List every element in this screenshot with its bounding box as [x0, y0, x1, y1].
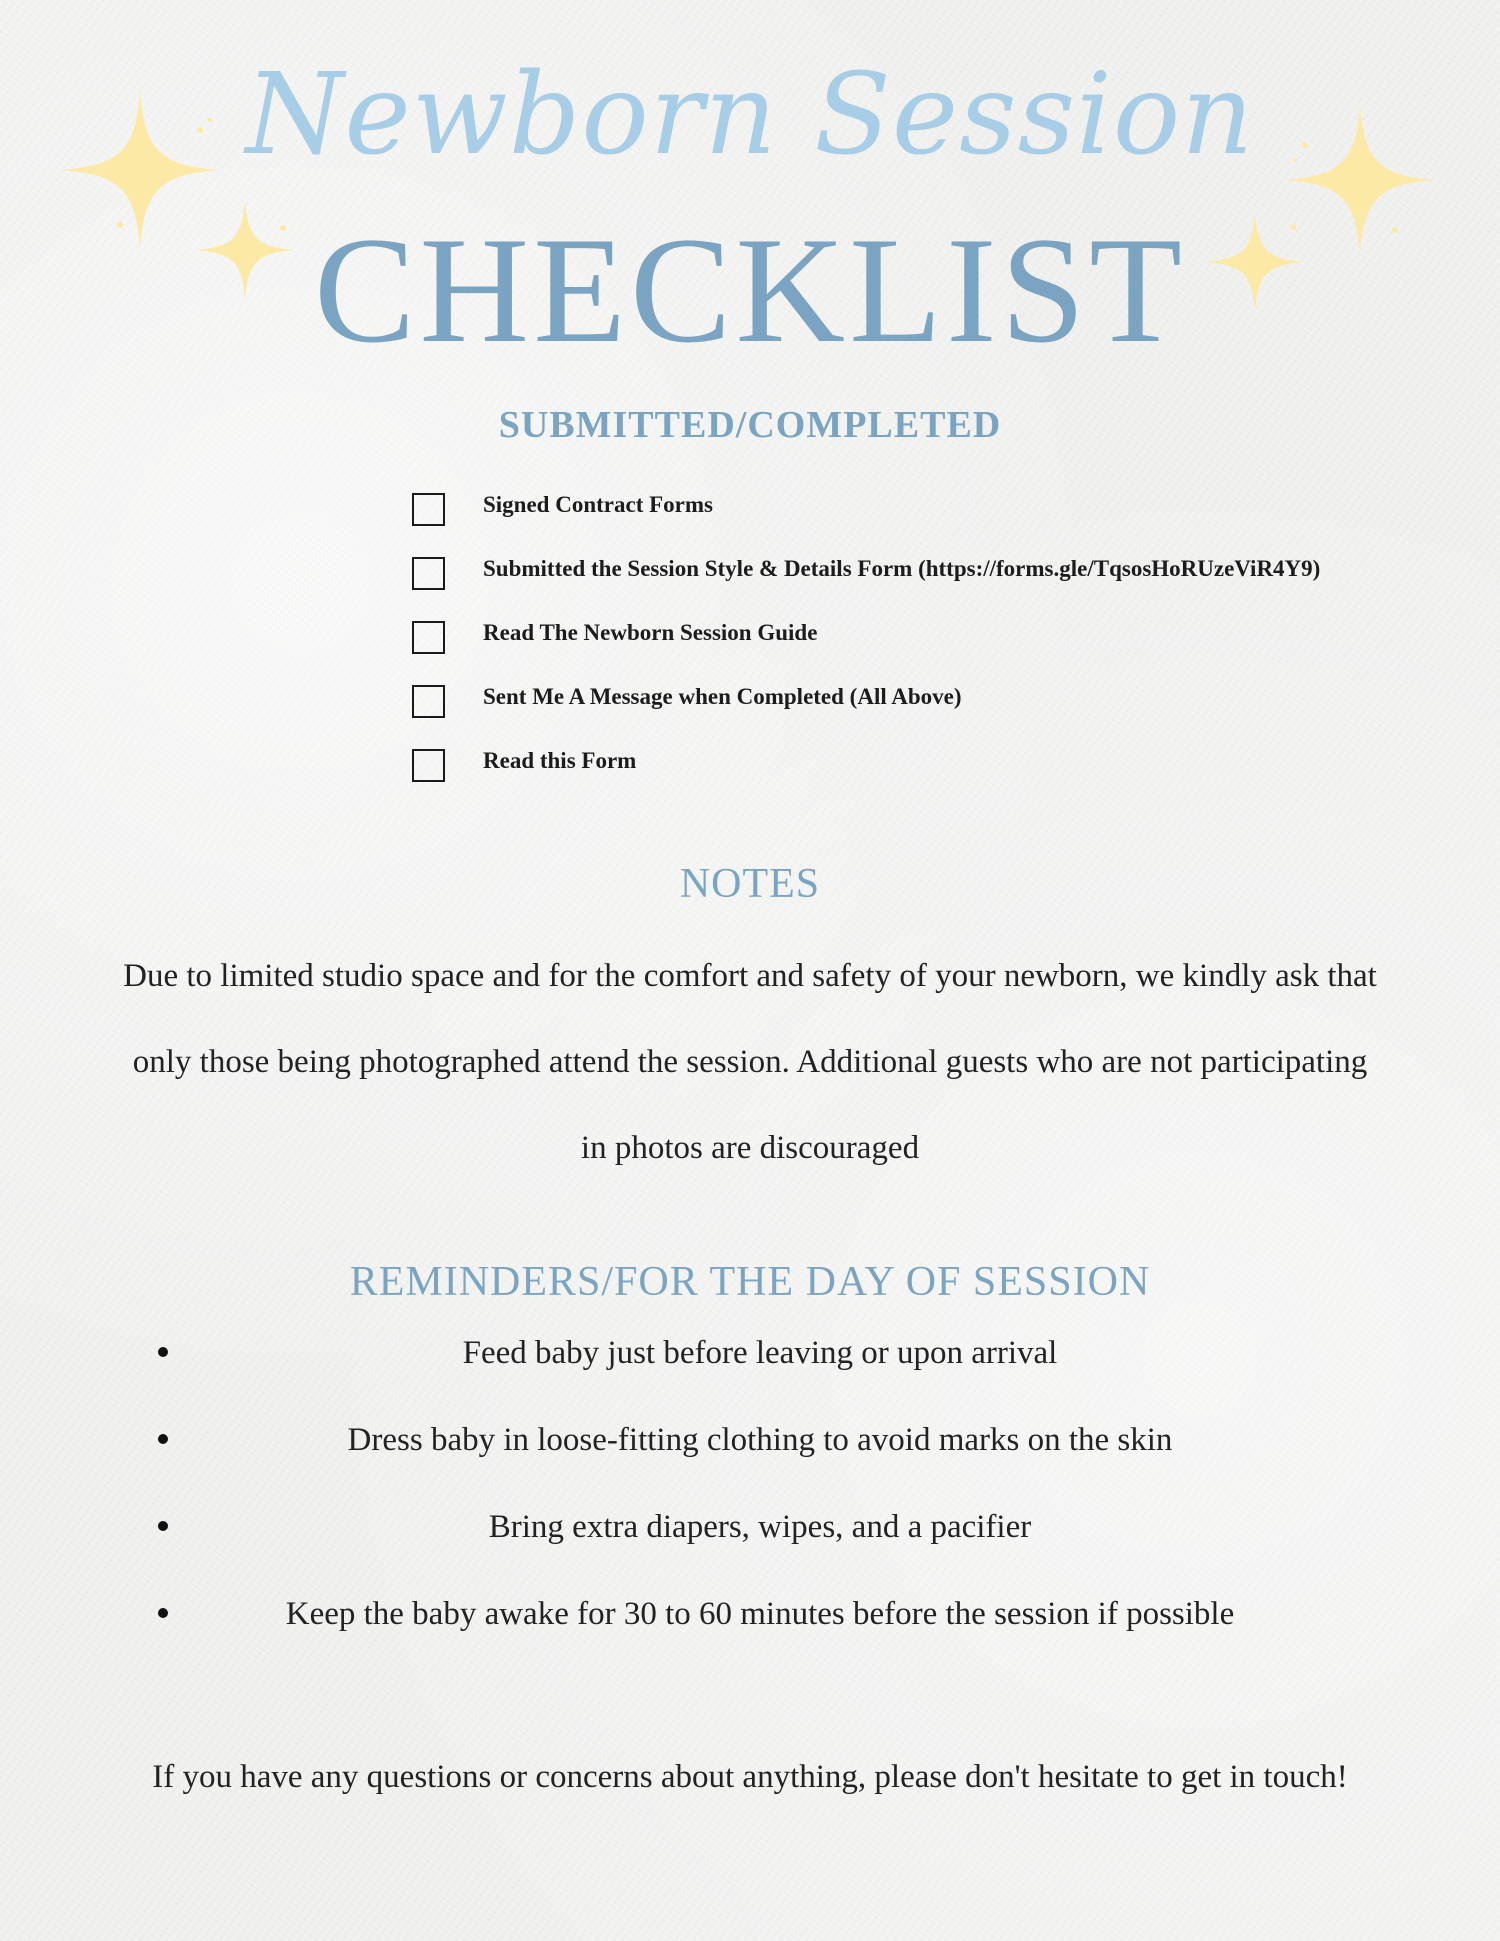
list-item [0, 1325, 1500, 1412]
reminders-heading: REMINDERS/FOR THE DAY OF SESSION [349, 1259, 1151, 1305]
checklist-item-label: Read The Newborn Session Guide [483, 620, 818, 645]
checkbox[interactable] [412, 557, 445, 590]
reminder-text: Feed baby just before leaving or upon arrival [462, 1335, 1058, 1371]
page-title: CHECKLIST [314, 206, 1186, 374]
checklist-item-label: Submitted the Session Style & Details Form (https://forms.gle/TqsosHoRUzeViR4Y9) [483, 556, 1321, 581]
reminder-text: Bring extra diapers, wipes, and a pacifier [488, 1509, 1032, 1545]
checkbox[interactable] [412, 621, 445, 654]
reminder-text: Keep the baby awake for 30 to 60 minutes before the session if possible [285, 1596, 1235, 1632]
notes-text: Due to limited studio space and for the comfort and safety of your newborn, we kindly ask that only those being photographed attend the session. Additional guests who are not participating in photos are discouraged [123, 958, 1377, 1166]
list-item [0, 1499, 1500, 1586]
reminder-text: Dress baby in loose-fitting clothing to avoid marks on the skin [347, 1422, 1173, 1458]
checklist-item-label: Signed Contract Forms [483, 492, 713, 517]
closing-text: If you have any questions or concerns about anything, please don't hesitate to get in touch! [152, 1759, 1348, 1795]
checklist-item-label: Sent Me A Message when Completed (All Above) [483, 684, 962, 709]
notes-heading: NOTES [679, 861, 821, 907]
checklist-item-label: Read this Form [483, 748, 637, 773]
script-title: Newborn Session [245, 50, 1255, 180]
checkbox[interactable] [412, 685, 445, 718]
submitted-heading: SUBMITTED/COMPLETED [498, 404, 1002, 446]
checkbox[interactable] [412, 493, 445, 526]
list-item [0, 1586, 1500, 1673]
checkbox[interactable] [412, 749, 445, 782]
list-item [0, 1412, 1500, 1499]
reminders-list [0, 1325, 1500, 1673]
